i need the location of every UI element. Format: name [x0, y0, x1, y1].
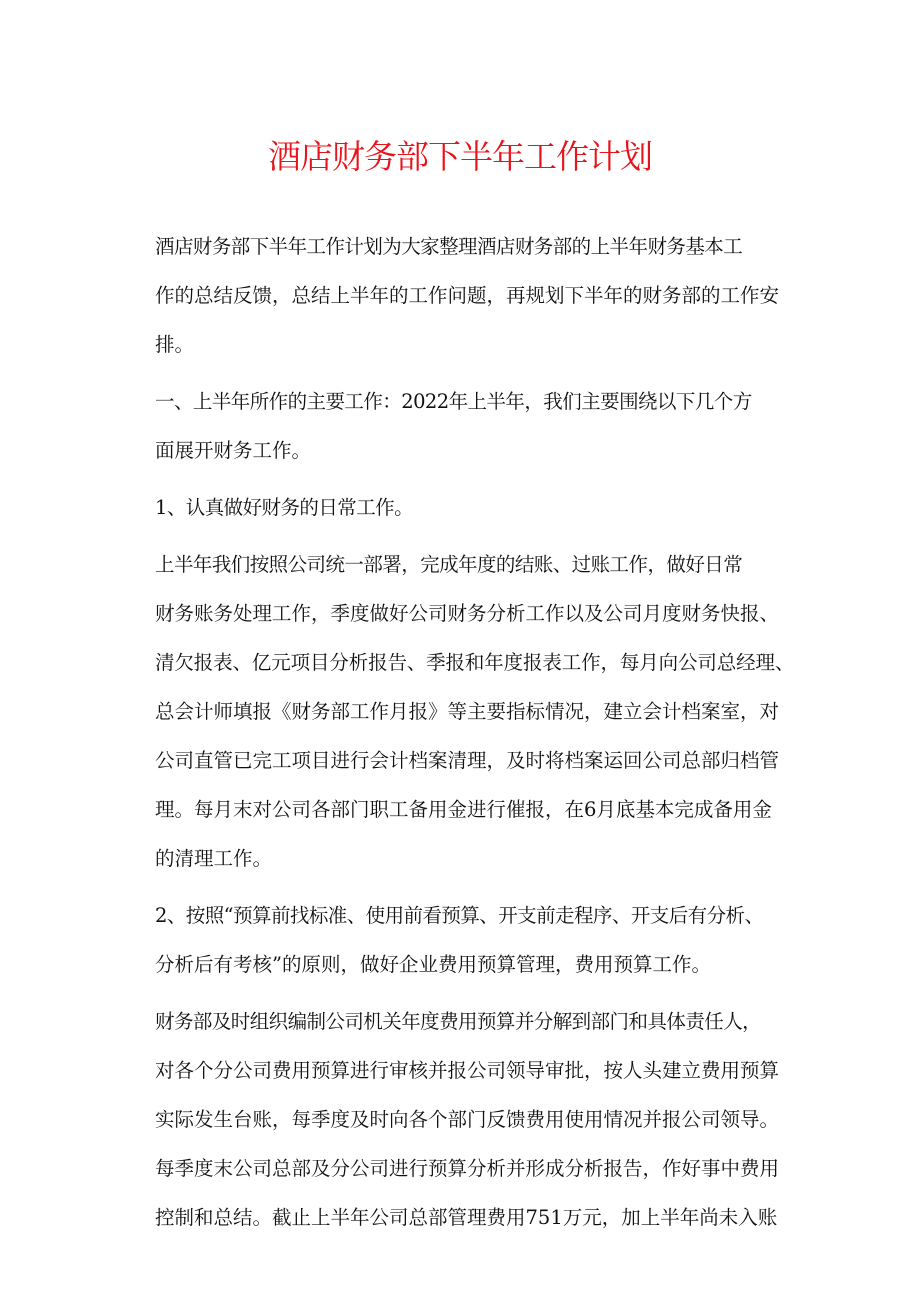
paragraph-line: 作的总结反馈，总结上半年的工作问题，再规划下半年的财务部的工作安 [155, 284, 780, 307]
paragraph-item-1-body [134, 540, 794, 883]
paragraph-line: 酒店财务部下半年工作计划为大家整理酒店财务部的上半年财务基本工 [155, 235, 743, 258]
paragraph-line: 排。 [155, 333, 195, 356]
paragraph-item-1-heading [134, 483, 794, 532]
paragraph-line: 对各个分公司费用预算进行审核并报公司领导审批，按人头建立费用预算 [155, 1059, 780, 1082]
paragraph-line: 财务部及时组织编制公司机关年度费用预算并分解到部门和具体责任人， [155, 1010, 762, 1033]
paragraph-line: 1、认真做好财务的日常工作。 [155, 496, 414, 519]
paragraph-line: 清欠报表、亿元项目分析报告、季报和年度报表工作，每月向公司总经理、 [155, 651, 795, 674]
paragraph-line: 财务账务处理工作，季度做好公司财务分析工作以及公司月度财务快报、 [155, 602, 780, 625]
paragraph-line: 实际发生台账，每季度及时向各个部门反馈费用使用情况并报公司领导。 [155, 1108, 780, 1131]
paragraph-line: 理。每月末对公司各部门职工备用金进行催报，在6月底基本完成备用金 [155, 798, 772, 821]
paragraph-intro [134, 222, 794, 369]
paragraph-line: 的清理工作。 [155, 847, 273, 870]
paragraph-line: 上半年我们按照公司统一部署，完成年度的结账、过账工作，做好日常 [155, 553, 743, 576]
paragraph-line: 面展开财务工作。 [155, 439, 312, 462]
paragraph-item-2-heading [134, 891, 794, 989]
document-title: 酒店财务部下半年工作计划 [268, 137, 652, 176]
paragraph-line: 公司直管已完工项目进行会计档案清理，及时将档案运回公司总部归档管 [155, 749, 780, 772]
paragraph-item-2-body [134, 997, 794, 1242]
paragraph-section-1 [134, 377, 794, 475]
paragraph-line: 控制和总结。截止上半年公司总部管理费用751万元，加上半年尚未入账 [155, 1206, 778, 1229]
paragraph-line: 分析后有考核”的原则，做好企业费用预算管理，费用预算工作。 [155, 953, 711, 976]
paragraph-line: 一、上半年所作的主要工作：2022年上半年，我们主要围绕以下几个方 [155, 390, 752, 413]
document-body [134, 222, 794, 1250]
paragraph-line: 每季度末公司总部及分公司进行预算分析并形成分析报告，作好事中费用 [155, 1157, 780, 1180]
paragraph-line: 总会计师填报《财务部工作月报》等主要指标情况，建立会计档案室，对 [155, 700, 780, 723]
paragraph-line: 2、按照“预算前找标准、使用前看预算、开支前走程序、开支后有分析、 [155, 904, 764, 927]
